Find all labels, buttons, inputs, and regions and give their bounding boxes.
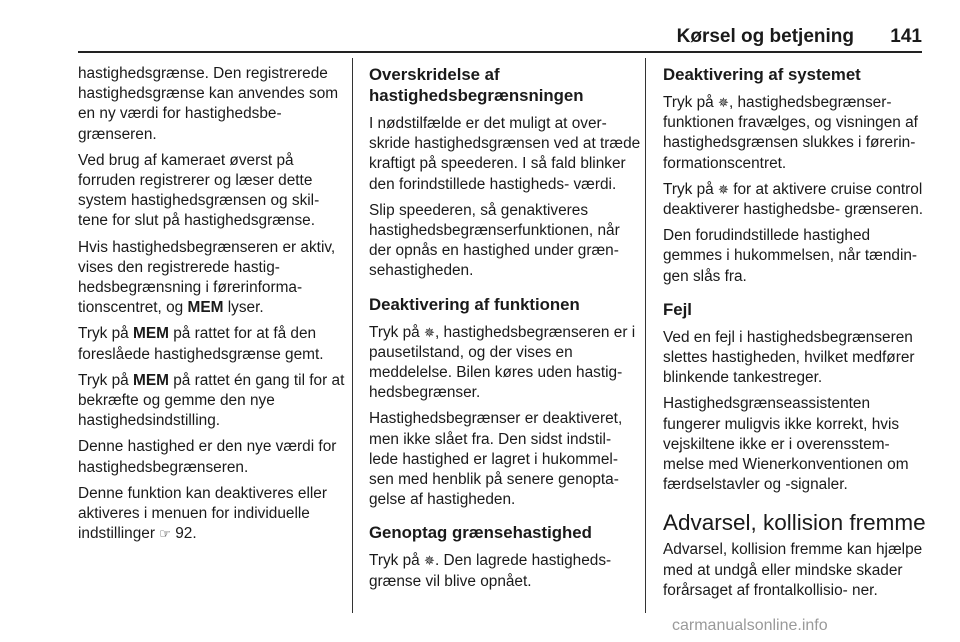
- column-3: [663, 64, 929, 607]
- mem-label: MEM: [187, 299, 224, 317]
- paragraph: hastighedsgrænse. Den registrerede hastighedsgrænse kan anvendes som en ny værdi for hastighedsbe- grænseren.: [78, 65, 339, 143]
- paragraph: Tryk på ✵. Den lagrede hastigheds- grænse vil blive opnået.: [369, 552, 612, 590]
- section-heading: Deaktivering af funktionen: [369, 294, 580, 314]
- page-number: 141: [890, 26, 922, 47]
- speed-limiter-icon: ✵: [424, 324, 435, 340]
- paragraph: Advarsel, kollision fremme kan hjælpe med at undgå eller mindske skader forårsaget af frontalkollisio- ner.: [663, 541, 923, 599]
- section-heading: Overskridelse af hastighedsbegrænsningen: [369, 65, 584, 105]
- paragraph: Tryk på MEM på rattet for at få den foreslåede hastighedsgrænse gemt.: [78, 325, 324, 363]
- paragraph: Den forudindstillede hastighed gemmes i hukommelsen, når tændin- gen slås fra.: [663, 227, 918, 285]
- speed-limiter-icon: ✵: [718, 95, 729, 110]
- paragraph: Tryk på ✵, hastighedsbegrænser- funktionen fravælges, og visningen af hastighedsgrænsen slukkes i førerin- formationscentret.: [663, 94, 918, 172]
- paragraph: Hastighedsgrænseassistenten fungerer muligvis ikke korrekt, hvis vejskiltene ikke er i overensstem- melse med Wienerkonventionen om færdselstavler og -signaler.: [663, 395, 909, 494]
- paragraph: Tryk på ✵ for at aktivere cruise control deaktiverer hastighedsbe- grænseren.: [663, 180, 924, 219]
- column-divider-2: [645, 58, 646, 613]
- mem-label: MEM: [133, 371, 169, 389]
- section-heading: Genoptag grænsehastighed: [369, 523, 592, 543]
- page-reference-icon[interactable]: ☞: [159, 526, 171, 542]
- column-1: [78, 64, 346, 550]
- speed-limiter-icon: ✵: [424, 553, 435, 569]
- chapter-title: Kørsel og betjening: [676, 26, 854, 47]
- watermark: carmanualsonline.info: [672, 617, 828, 634]
- paragraph: Denne funktion kan deaktiveres eller aktiveres i menuen for individuelle indstillinger ☞ 92.: [78, 484, 346, 545]
- cruise-control-icon: ✵: [718, 181, 729, 197]
- paragraph: Denne hastighed er den nye værdi for hastighedsbegrænseren.: [78, 438, 337, 476]
- column-divider-1: [352, 58, 353, 613]
- paragraph: Slip speederen, så genaktiveres hastighedsbegrænserfunktionen, når der opnås en hastighed under græn- sehastigheden.: [369, 201, 620, 280]
- paragraph: Tryk på MEM på rattet én gang til for at bekræfte og gemme den nye hastighedsindstilling.: [78, 371, 345, 430]
- paragraph: I nødstilfælde er det muligt at over- skride hastighedsgrænsen ved at træde kraftigt på speederen. I så fald blinker den forindstillede hastigheds- værdi.: [369, 115, 641, 193]
- mem-label: MEM: [133, 325, 169, 343]
- paragraph: Tryk på ✵, hastighedsbegrænseren er i pausetilstand, og der vises en meddelelse. Bilen køres uden hastig- hedsbegrænser.: [369, 323, 636, 402]
- section-heading: Deaktivering af systemet: [663, 65, 861, 84]
- page-reference-link[interactable]: 92.: [170, 525, 197, 543]
- column-2: [369, 64, 641, 598]
- paragraph: Hastighedsbegrænser er deaktiveret, men ikke slået fra. Den sidst indstil- lede hastighed er lagret i hukommel- sen med henblik på senere genopta- gelse af hastigheden.: [369, 410, 623, 509]
- paragraph: Ved en fejl i hastighedsbegrænseren slettes hastigheden, hvilket medfører blinkende tankestreger.: [663, 328, 915, 387]
- section-heading: Fejl: [663, 299, 692, 319]
- chapter-heading: Advarsel, kollision fremme: [663, 510, 926, 536]
- page-header: [78, 26, 922, 48]
- paragraph: Hvis hastighedsbegrænseren er aktiv, vises den registrerede hastig- hedsbegrænsning i førerinforma- tionscentret, og MEM lyser.: [78, 238, 336, 317]
- paragraph: Ved brug af kameraet øverst på forruden registrerer og læser dette system hastighedsgrænsen og skil- tene for slut på hastighedsgrænse.: [78, 151, 320, 230]
- header-rule: [78, 51, 922, 53]
